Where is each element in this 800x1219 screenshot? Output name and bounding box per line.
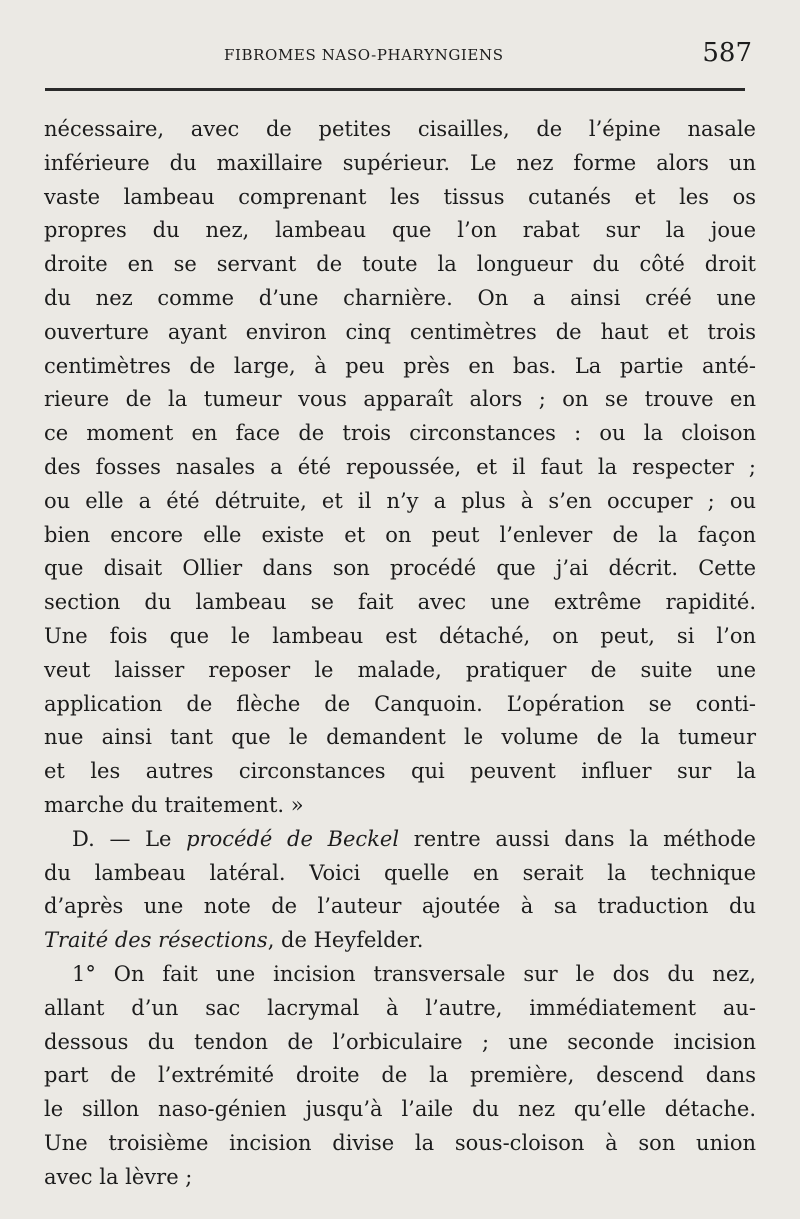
treatise-title: Traité des résections bbox=[44, 928, 268, 953]
text-line: ouverture ayant environ cinq centimètres de haut et trois bbox=[44, 319, 756, 344]
text-line: part de l’extrémité droite de la première, descend dans bbox=[44, 1063, 756, 1088]
paragraph-d-first-line bbox=[44, 823, 756, 857]
text-line: que disait Ollier dans son procédé que j’ai décrit. Cette bbox=[44, 556, 756, 581]
header-rule bbox=[45, 88, 745, 91]
text-line: inférieure du maxillaire supérieur. Le nez forme alors un bbox=[44, 150, 756, 175]
text-line: ce moment en face de trois circonstances : ou la cloison bbox=[44, 421, 756, 446]
text-line: dessous du tendon de l’orbiculaire ; une seconde incision bbox=[44, 1029, 756, 1054]
d-suffix: rentre aussi dans la méthode bbox=[399, 826, 756, 851]
text-line: propres du nez, lambeau que l’on rabat sur la joue bbox=[44, 218, 756, 243]
running-head bbox=[0, 38, 800, 70]
text-line: et les autres circonstances qui peuvent influer sur la bbox=[44, 759, 756, 784]
text-line: section du lambeau se fait avec une extrême rapidité. bbox=[44, 590, 756, 615]
page-number: 587 bbox=[702, 38, 752, 68]
text-line: veut laisser reposer le malade, pratiquer de suite une bbox=[44, 657, 756, 682]
text-line: droite en se servant de toute la longueur du côté droit bbox=[44, 252, 756, 277]
text-line: rieure de la tumeur vous apparaît alors ; on se trouve en bbox=[44, 387, 756, 412]
text-line: nue ainsi tant que le demandent le volume de la tumeur bbox=[44, 725, 756, 750]
text-line: d’après une note de l’auteur ajoutée à sa traduction du bbox=[44, 894, 756, 919]
text-line: bien encore elle existe et on peut l’enlever de la façon bbox=[44, 522, 756, 547]
text-line: ou elle a été détruite, et il n’y a plus à s’en occuper ; ou bbox=[44, 488, 756, 513]
text-line: avec la lèvre ; bbox=[44, 1164, 193, 1189]
text-line: application de flèche de Canquoin. L’opération se conti- bbox=[44, 691, 756, 716]
text-line: Une fois que le lambeau est détaché, on peut, si l’on bbox=[44, 623, 756, 648]
text-line: vaste lambeau comprenant les tissus cutanés et les os bbox=[44, 184, 756, 209]
d-prefix: D. — Le bbox=[72, 826, 187, 851]
text-line: du nez comme d’une charnière. On a ainsi créé une bbox=[44, 285, 756, 310]
paragraph-d-last-line bbox=[44, 924, 756, 958]
running-head-title: FIBROMES NASO-PHARYNGIENS bbox=[224, 46, 504, 64]
text-line: 1° On fait une incision transversale sur le dos du nez, bbox=[72, 961, 756, 986]
text-line: marche du traitement. » bbox=[44, 792, 304, 817]
text-line: des fosses nasales a été repoussée, et il faut la respecter ; bbox=[44, 454, 756, 479]
text-line: Une troisième incision divise la sous-cloison à son union bbox=[44, 1130, 756, 1155]
d-italic-title: procédé de Beckel bbox=[186, 826, 400, 851]
text-line: allant d’un sac lacrymal à l’autre, immédiatement au- bbox=[44, 995, 756, 1020]
body-text bbox=[44, 113, 756, 1195]
text-line: centimètres de large, à peu près en bas. La partie anté- bbox=[44, 353, 756, 378]
treatise-suffix: , de Heyfelder. bbox=[267, 928, 424, 953]
text-line: le sillon naso-génien jusqu’à l’aile du nez qu’elle détache. bbox=[44, 1097, 756, 1122]
text-line: nécessaire, avec de petites cisailles, de l’épine nasale bbox=[44, 117, 756, 141]
text-line: du lambeau latéral. Voici quelle en serait la technique bbox=[44, 860, 756, 885]
